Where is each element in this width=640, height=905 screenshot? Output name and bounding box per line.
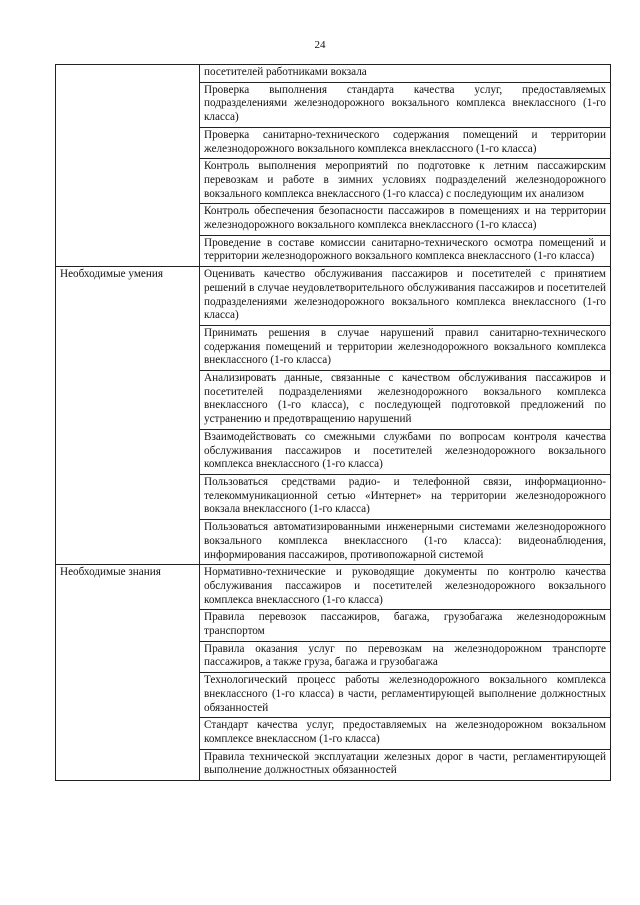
table-cell: посетителей работниками вокзала: [200, 65, 611, 83]
competency-table: [55, 64, 611, 781]
knowledge-label: Необходимые знания: [56, 565, 200, 781]
table-row: [56, 65, 611, 83]
table-cell: Контроль выполнения мероприятий по подготовке к летним пассажирским перевозкам и работе в зимних условиях подразделений железнодорожного вокзального комплекса внеклассного (1-го класса) с последующим их анализом: [200, 159, 611, 204]
table-cell: Технологический процесс работы железнодорожного вокзального комплекса внеклассного (1-го класса) в части, регламентирующей выполнение должностных обязанностей: [200, 673, 611, 718]
table-cell: Нормативно-технические и руководящие документы по контролю качества обслуживания пассажиров и посетителей железнодорожного вокзального комплекса внеклассного (1-го класса): [200, 565, 611, 610]
table-row: [56, 565, 611, 610]
table-cell: Пользоваться средствами радио- и телефонной связи, информационно-телекоммуникационной сетью «Интернет» на территории железнодорожного вокзала внеклассного (1-го класса): [200, 474, 611, 519]
table-cell: Взаимодействовать со смежными службами по вопросам контроля качества обслуживания пассажиров и посетителей железнодорожного вокзального комплекса внеклассного (1-го класса): [200, 429, 611, 474]
table-cell: Принимать решения в случае нарушений правил санитарно-технического содержания помещений и территории железнодорожного вокзального комплекса внеклассного (1-го класса): [200, 325, 611, 370]
table-cell: Пользоваться автоматизированными инженерными системами железнодорожного вокзального комплекса внеклассного (1-го класса): видеонаблюдения, информирования пассажиров, противопожарной системой: [200, 520, 611, 565]
row-label-empty: [56, 65, 200, 267]
table-cell: Проведение в составе комиссии санитарно-технического осмотра помещений и территории железнодорожного вокзального комплекса внеклассного (1-го класса): [200, 235, 611, 266]
table-cell: Проверка санитарно-технического содержания помещений и территории железнодорожного вокзального комплекса внеклассного (1-го класса): [200, 127, 611, 158]
table-cell: Стандарт качества услуг, предоставляемых на железнодорожном вокзальном комплексе внеклассном (1-го класса): [200, 718, 611, 749]
skills-label: Необходимые умения: [56, 267, 200, 565]
table-cell: Правила технической эксплуатации железных дорог в части, регламентирующей выполнение должностных обязанностей: [200, 749, 611, 780]
table-cell: Проверка выполнения стандарта качества услуг, предоставляемых подразделениями железнодорожного вокзального комплекса внеклассного (1-го класса): [200, 82, 611, 127]
page-number: 24: [314, 39, 326, 51]
table-row: [56, 267, 611, 326]
table-cell: Анализировать данные, связанные с качеством обслуживания пассажиров и посетителей подразделениями железнодорожного вокзального комплекса внеклассного (1-го класса), с последующей подготовкой предложений по устранению и предотвращению нарушений: [200, 371, 611, 430]
table-cell: Контроль обеспечения безопасности пассажиров в помещениях и на территории железнодорожного вокзального комплекса внеклассного (1-го класса): [200, 204, 611, 235]
table-cell: Правила перевозок пассажиров, багажа, грузобагажа железнодорожным транспортом: [200, 610, 611, 641]
table-cell: Оценивать качество обслуживания пассажиров и посетителей с принятием решений в случае неудовлетворительного обслуживания пассажиров и посетителей подразделениями железнодорожного вокзального комплекса внеклассного (1-го класса): [200, 267, 611, 326]
table-cell: Правила оказания услуг по перевозкам на железнодорожном транспорте пассажиров, а также груза, багажа и грузобагажа: [200, 641, 611, 672]
